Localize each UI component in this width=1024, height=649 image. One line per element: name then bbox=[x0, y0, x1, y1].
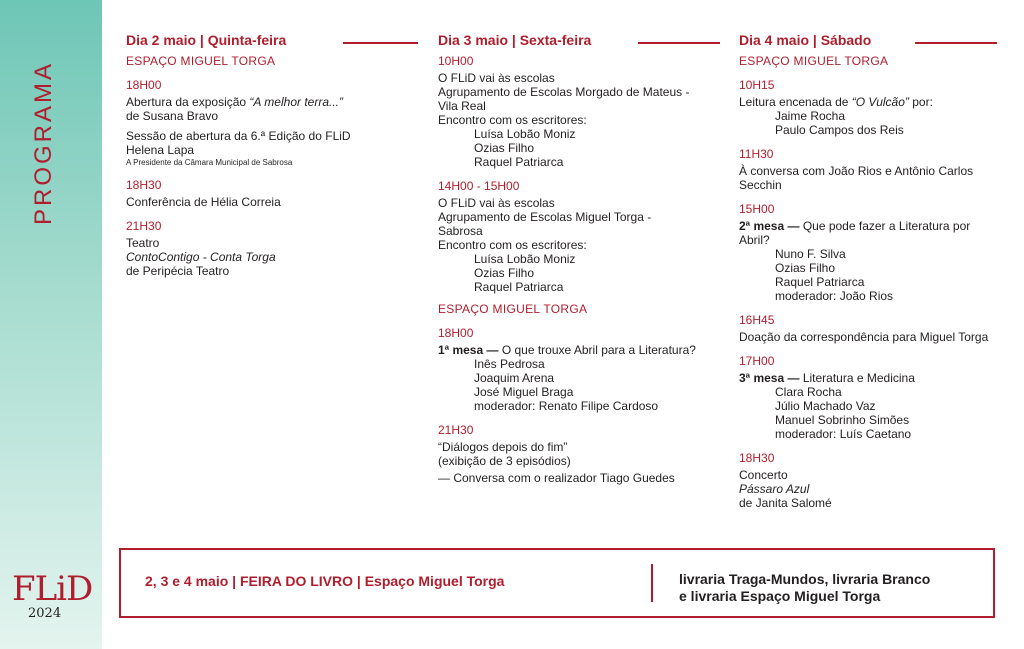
bookstores-line: livraria Traga-Mundos, livraria Branco bbox=[679, 571, 931, 587]
moderator-name: moderador: João Rios bbox=[775, 289, 894, 303]
event-text: Concerto bbox=[739, 468, 788, 482]
speaker-name: Joaquim Arena bbox=[474, 371, 555, 385]
venue-label: ESPAÇO MIGUEL TORGA bbox=[739, 54, 889, 68]
writer-name: Ozias Filho bbox=[474, 141, 535, 155]
time-label: 14H00 - 15H00 bbox=[438, 179, 520, 193]
speaker-name: Júlio Machado Vaz bbox=[775, 399, 876, 413]
bookstores-line: e livraria Espaço Miguel Torga bbox=[679, 588, 881, 604]
program-title: PROGRAMA bbox=[30, 60, 57, 225]
bookstores bbox=[679, 571, 930, 605]
event-text: 3ª mesa — Literatura e Medicina bbox=[739, 371, 915, 385]
event-text: ContoContigo - Conta Torga bbox=[126, 250, 276, 264]
divider bbox=[651, 564, 653, 602]
event-text: Sessão de abertura da 6.ª Edição do FLiD bbox=[126, 129, 351, 143]
flid-logo bbox=[12, 569, 94, 621]
book-fair-banner bbox=[119, 548, 995, 618]
event-text: Conferência de Hélia Correia bbox=[126, 195, 281, 209]
time-label: 18H00 bbox=[126, 78, 162, 92]
event-text: de Janita Salomé bbox=[739, 496, 832, 510]
sidebar bbox=[0, 0, 102, 649]
time-label: 11H30 bbox=[739, 147, 774, 161]
event-text: Pássaro Azul bbox=[739, 482, 810, 496]
event-text: O FLiD vai às escolas bbox=[438, 71, 555, 85]
moderator-name: moderador: Luís Caetano bbox=[775, 427, 912, 441]
time-label: 16H45 bbox=[739, 313, 775, 327]
day-3-column bbox=[438, 33, 728, 485]
performer-name: Paulo Campos dos Reis bbox=[775, 123, 904, 137]
event-text: Doação da correspondência para Miguel Torga bbox=[739, 330, 989, 344]
book-fair-info: 2, 3 e 4 maio | FEIRA DO LIVRO | Espaço Miguel Torga bbox=[145, 573, 505, 589]
day-4-column bbox=[739, 33, 999, 510]
day-heading: Dia 2 maio | Quinta-feira bbox=[126, 33, 421, 51]
event-text: Abril? bbox=[739, 233, 770, 247]
event-text: Leitura encenada de “O Vulcão” por: bbox=[739, 95, 933, 109]
speaker-name: Raquel Patriarca bbox=[775, 275, 865, 289]
event-text: — Conversa com o realizador Tiago Guedes bbox=[438, 471, 675, 485]
logo-year: 2024 bbox=[28, 606, 62, 621]
time-label: 21H30 bbox=[126, 219, 162, 233]
time-label: 21H30 bbox=[438, 423, 474, 437]
event-text: de Susana Bravo bbox=[126, 109, 219, 123]
event-text: Encontro com os escritores: bbox=[438, 238, 587, 252]
event-text: “Diálogos depois do fim” bbox=[438, 440, 568, 454]
event-text: À conversa com João Rios e Antônio Carlos bbox=[739, 164, 974, 178]
speaker-name: Ozias Filho bbox=[775, 261, 836, 275]
moderator-name: moderador: Renato Filipe Cardoso bbox=[474, 399, 659, 413]
time-label: 15H00 bbox=[739, 202, 775, 216]
event-text: 1ª mesa — O que trouxe Abril para a Literatura? bbox=[438, 343, 696, 357]
event-text: O FLiD vai às escolas bbox=[438, 196, 555, 210]
event-text: A Presidente da Câmara Municipal de Sabrosa bbox=[126, 158, 293, 167]
venue-label: ESPAÇO MIGUEL TORGA bbox=[438, 302, 588, 316]
event-text: Abertura da exposição “A melhor terra...” bbox=[126, 95, 343, 109]
time-label: 18H30 bbox=[739, 451, 775, 465]
speaker-name: Clara Rocha bbox=[775, 385, 842, 399]
venue-label: ESPAÇO MIGUEL TORGA bbox=[126, 54, 276, 68]
event-text: 2ª mesa — Que pode fazer a Literatura por bbox=[739, 219, 971, 233]
event-text: de Peripécia Teatro bbox=[126, 264, 230, 278]
event-text: Sabrosa bbox=[438, 224, 483, 238]
time-label: 17H00 bbox=[739, 354, 775, 368]
time-label: 10H15 bbox=[739, 78, 775, 92]
speaker-name: Inês Pedrosa bbox=[474, 357, 545, 371]
day-heading: Dia 4 maio | Sábado bbox=[739, 33, 999, 51]
speaker-name: Nuno F. Silva bbox=[775, 247, 846, 261]
writer-name: Luísa Lobão Moniz bbox=[474, 252, 576, 266]
event-text: Teatro bbox=[126, 236, 160, 250]
writer-name: Raquel Patriarca bbox=[474, 280, 564, 294]
event-text: (exibição de 3 episódios) bbox=[438, 454, 571, 468]
writer-name: Ozias Filho bbox=[474, 266, 535, 280]
writer-name: Luísa Lobão Moniz bbox=[474, 127, 576, 141]
speaker-name: Manuel Sobrinho Simões bbox=[775, 413, 910, 427]
event-text: Helena Lapa bbox=[126, 143, 195, 157]
day-2-column bbox=[126, 33, 421, 278]
writer-name: Raquel Patriarca bbox=[474, 155, 564, 169]
event-text: Secchin bbox=[739, 178, 782, 192]
performer-name: Jaime Rocha bbox=[775, 109, 846, 123]
event-text: Encontro com os escritores: bbox=[438, 113, 587, 127]
speaker-name: José Miguel Braga bbox=[474, 385, 574, 399]
time-label: 18H30 bbox=[126, 178, 162, 192]
logo-text: FLiD bbox=[12, 569, 93, 609]
time-label: 18H00 bbox=[438, 326, 474, 340]
event-text: Agrupamento de Escolas Morgado de Mateus - bbox=[438, 85, 690, 99]
event-text: Agrupamento de Escolas Miguel Torga - bbox=[438, 210, 652, 224]
event-text: Vila Real bbox=[438, 99, 486, 113]
time-label: 10H00 bbox=[438, 54, 474, 68]
day-heading: Dia 3 maio | Sexta-feira bbox=[438, 33, 728, 51]
